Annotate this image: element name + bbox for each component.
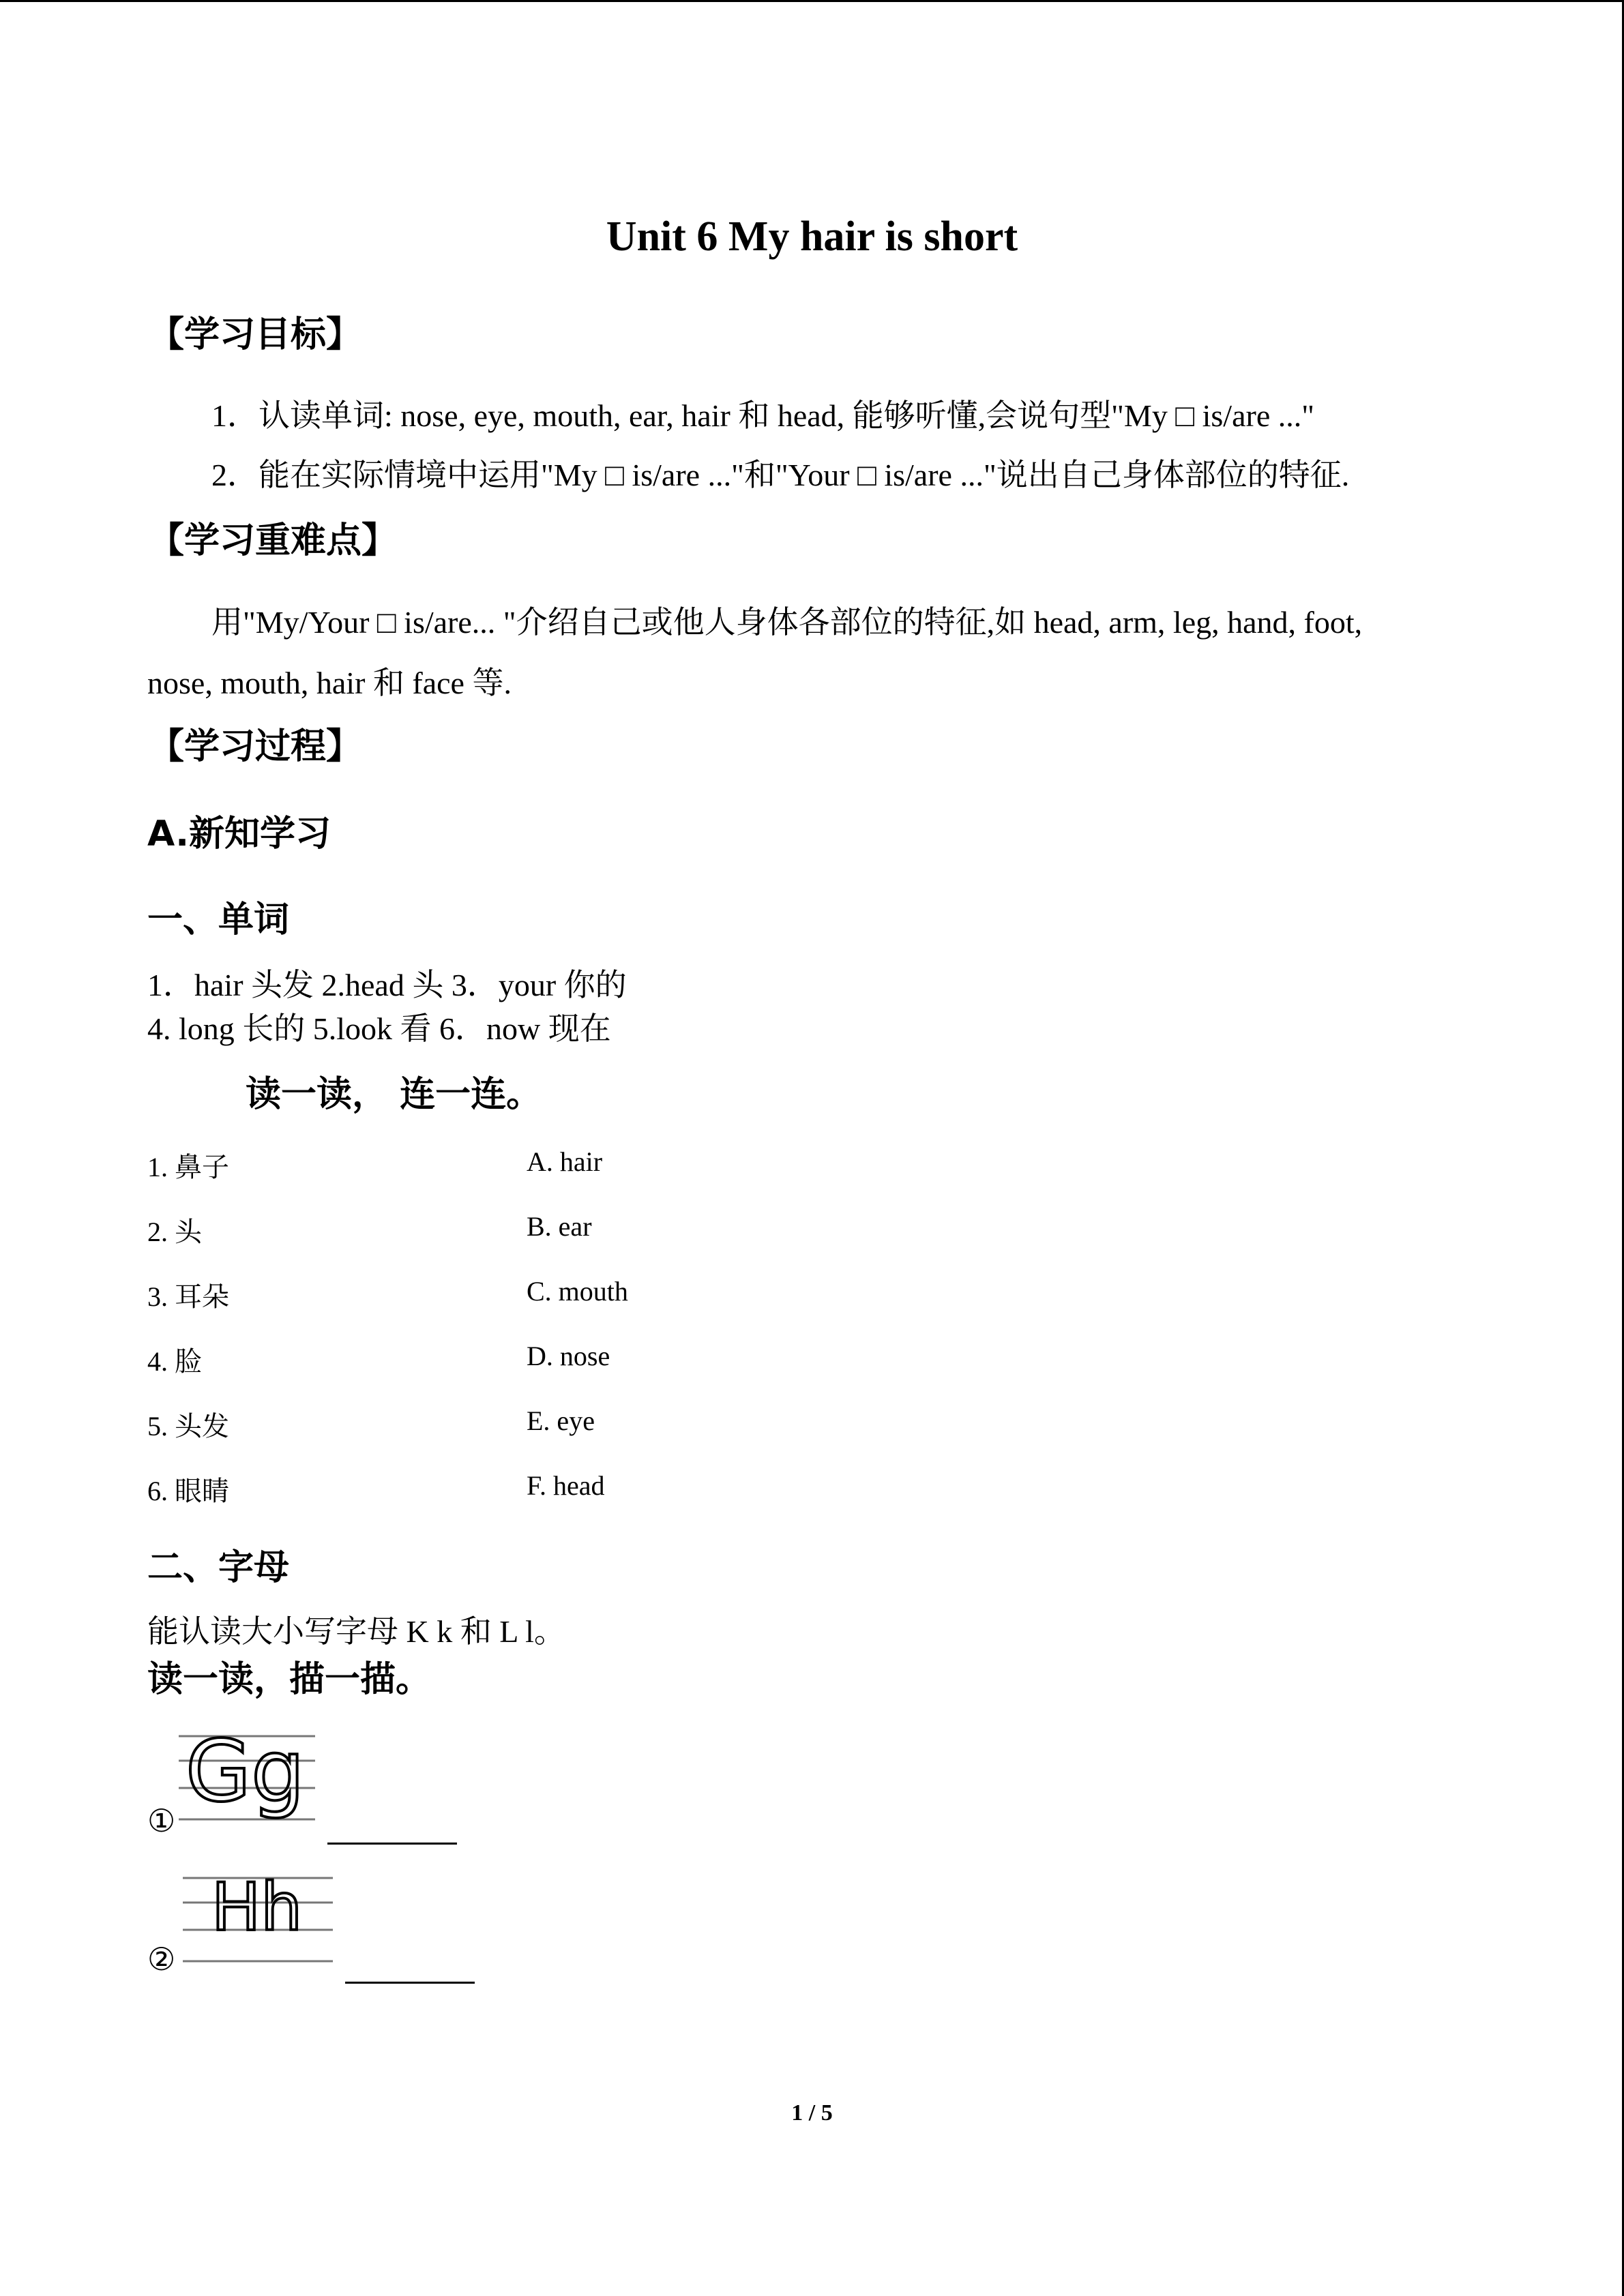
page-number: 1 / 5 (791, 2100, 833, 2126)
words-heading: 一、单词 (147, 899, 290, 940)
objectives-heading: 【学习目标】 (149, 314, 362, 355)
objective-2: 2．能在实际情境中运用"My □ is/are ..."和"Your □ is/are ..."说出自己身体部位的特征. (211, 458, 1350, 492)
words-line-1: 1．hair 头发 2.head 头 3．your 你的 (147, 968, 627, 1002)
letter-tracing-hh-image (183, 1867, 333, 1969)
trace-item-number: ① (147, 1804, 176, 1838)
match-right-item: B. ear (527, 1211, 592, 1242)
trace-answer-blank[interactable] (327, 1836, 457, 1848)
words-line-2: 4. long 长的 5.look 看 6．now 现在 (147, 1011, 611, 1046)
match-left-item: 5. 头发 (147, 1411, 229, 1442)
trace-answer-blank[interactable] (345, 1975, 475, 1987)
trace-instruction: 读一读，描一描。 (147, 1659, 432, 1700)
match-instruction: 读一读， 连一连。 (246, 1074, 542, 1115)
trace-item-number: ② (147, 1942, 176, 1977)
page-title: Unit 6 My hair is short (606, 213, 1018, 260)
match-right-item: A. hair (527, 1146, 603, 1177)
match-left-item: 4. 脸 (147, 1346, 202, 1377)
match-left-item: 2. 头 (147, 1217, 202, 1247)
match-left-item: 1. 鼻子 (147, 1152, 229, 1182)
trace-letters-hh: Hh (211, 1869, 303, 1945)
keypoints-line-1: 用"My/Your □ is/are... "介绍自己或他人身体各部位的特征,如 head, arm, leg, hand, foot, (211, 605, 1363, 640)
letter-tracing-gg-image (179, 1725, 315, 1828)
new-learning-heading: A.新知学习 (147, 814, 331, 854)
match-right-item: F. head (527, 1470, 605, 1501)
match-left-item: 6. 眼睛 (147, 1476, 229, 1506)
match-right-item: D. nose (527, 1341, 610, 1371)
letters-text: 能认读大小写字母 K k 和 L l。 (147, 1614, 565, 1649)
keypoints-heading: 【学习重难点】 (149, 520, 398, 561)
match-right-item: C. mouth (527, 1276, 628, 1307)
top-border (0, 0, 1624, 2)
match-right-item: E. eye (527, 1405, 595, 1436)
objective-1: 1．认读单词: nose, eye, mouth, ear, hair 和 head, 能够听懂,会说句型"My □ is/are ..." (211, 398, 1315, 433)
letters-heading: 二、字母 (147, 1547, 290, 1588)
match-left-item: 3. 耳朵 (147, 1281, 229, 1312)
process-heading: 【学习过程】 (149, 726, 362, 767)
keypoints-line-2: nose, mouth, hair 和 face 等. (147, 666, 512, 700)
trace-letters-gg: Gg (186, 1725, 305, 1821)
